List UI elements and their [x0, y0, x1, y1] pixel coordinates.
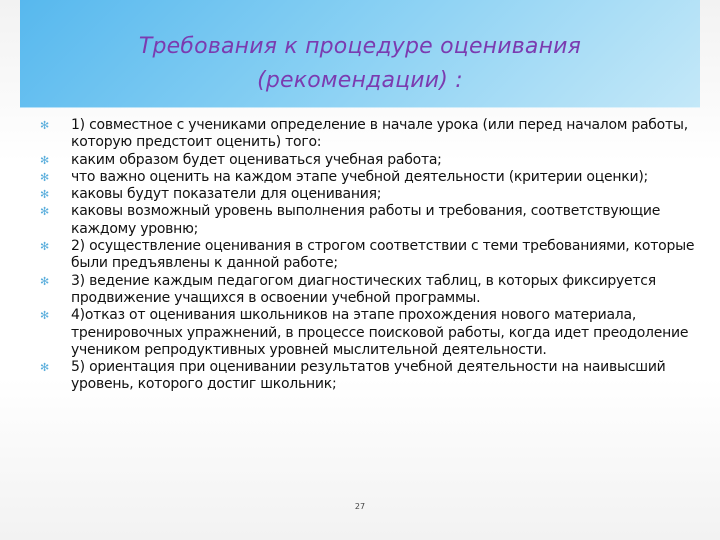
list-item: [40, 273, 700, 308]
list-item: [40, 186, 700, 203]
list-item-text: 1) совместное с учениками определение в начале урока (или перед началом работы, которую предстоит оценить) того:: [71, 117, 688, 151]
list-item-text: каким образом будет оцениваться учебная работа;: [71, 151, 442, 168]
list-item-text: что важно оценить на каждом этапе учебной деятельности (критерии оценки);: [71, 168, 649, 185]
snowflake-bullet-icon: ✻: [40, 188, 49, 202]
snowflake-bullet-icon: ✻: [40, 361, 49, 375]
list-item: [40, 169, 700, 186]
snowflake-bullet-icon: ✻: [40, 205, 49, 219]
list-item: [40, 238, 700, 273]
list-item-text: 2) осуществление оценивания в строгом соответствии с теми требованиями, которые были предъявлены к данной работе;: [71, 238, 695, 272]
list-item: [40, 203, 700, 238]
snowflake-bullet-icon: ✻: [40, 274, 49, 288]
snowflake-bullet-icon: ✻: [40, 309, 49, 323]
page-number: 27: [354, 502, 366, 511]
snowflake-bullet-icon: ✻: [40, 119, 49, 132]
snowflake-bullet-icon: ✻: [40, 240, 49, 254]
slide-title-line-1: Требования к процедуре оценивания: [138, 34, 582, 59]
slide-title: [20, 30, 700, 98]
snowflake-bullet-icon: ✻: [40, 153, 49, 167]
list-item: [40, 307, 700, 359]
list-item: [40, 152, 700, 169]
list-item-text: 4)отказ от оценивания школьников на этапе прохождения нового материала, тренировочных упражнений, в процессе поисковой работы, когда идет преодоление учеником репродуктивных уровней мыслительной деятельности.: [71, 307, 689, 358]
list-item-text: каковы будут показатели для оценивания;: [71, 186, 382, 203]
list-item-text: 5) ориентация при оценивании результатов учебной деятельности на наивысший уровень, которого достиг школьник;: [71, 359, 666, 393]
snowflake-bullet-icon: ✻: [40, 170, 49, 184]
list-item-text: каковы возможный уровень выполнения работы и требования, соответствующие каждому уровню;: [71, 203, 661, 237]
list-item: [40, 359, 700, 394]
list-item-text: 3) ведение каждым педагогом диагностических таблиц, в которых фиксируется продвижение учащихся в освоении учебной программы.: [71, 272, 656, 306]
slide-title-line-2: (рекомендации) :: [257, 68, 463, 93]
list-item: [40, 117, 700, 152]
requirements-list: [40, 117, 700, 394]
